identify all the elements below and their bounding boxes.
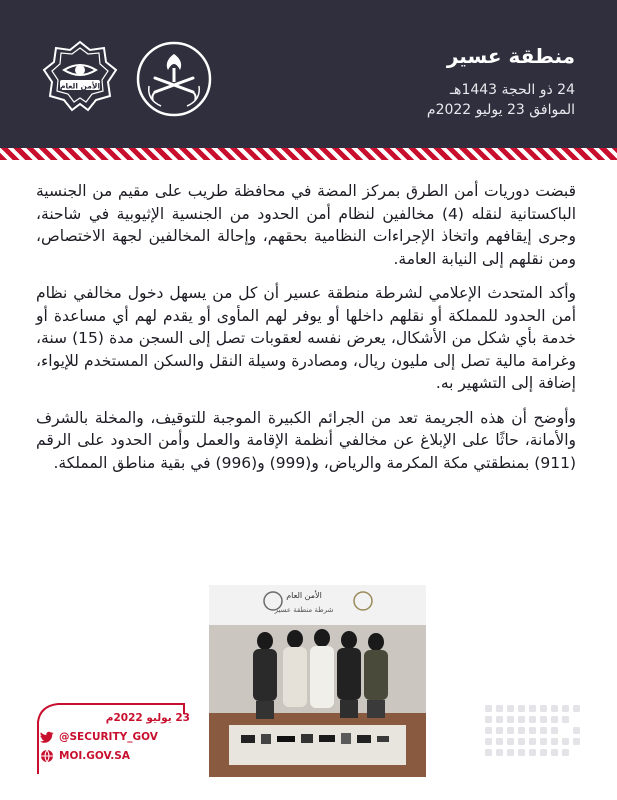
dot bbox=[485, 738, 492, 745]
dot bbox=[562, 738, 569, 745]
dot bbox=[507, 716, 514, 723]
dot bbox=[485, 727, 492, 734]
dot bbox=[507, 749, 514, 756]
paragraph-3: وأوضح أن هذه الجريمة تعد من الجرائم الكبيرة الموجبة للتوقيف، والمخلة بالشرف والأمانة، حاثًا على الإبلاغ عن مخالفي أنظمة الإقامة والعمل وأمن الحدود على الرقم (911) بمنطقتي مكة المكرمة والرياض، و(999) و(996) في بقية مناطق المملكة. bbox=[36, 408, 576, 472]
dot bbox=[562, 749, 569, 756]
header-text-block bbox=[427, 44, 575, 120]
dot bbox=[529, 716, 536, 723]
dot bbox=[496, 705, 503, 712]
suspects-photo bbox=[209, 585, 426, 777]
decorative-dots-pattern bbox=[485, 705, 585, 765]
public-security-logo bbox=[40, 38, 120, 114]
saudi-emblem-logo bbox=[135, 40, 213, 118]
dot bbox=[529, 749, 536, 756]
dot bbox=[540, 738, 547, 745]
dot bbox=[485, 716, 492, 723]
photo-banner-subtitle: شرطة منطقة عسير bbox=[274, 606, 334, 614]
dot bbox=[573, 738, 580, 745]
dot bbox=[562, 705, 569, 712]
dot bbox=[551, 738, 558, 745]
globe-icon bbox=[40, 749, 54, 763]
footer-contacts bbox=[40, 708, 190, 765]
header-stripe bbox=[0, 148, 617, 160]
footer-website-row[interactable] bbox=[40, 746, 190, 765]
dot bbox=[551, 749, 558, 756]
dot bbox=[540, 727, 547, 734]
footer-twitter-row[interactable] bbox=[40, 727, 190, 746]
dot bbox=[529, 727, 536, 734]
dot bbox=[496, 749, 503, 756]
dot bbox=[518, 727, 525, 734]
dot bbox=[540, 705, 547, 712]
dot bbox=[507, 705, 514, 712]
dot bbox=[529, 705, 536, 712]
dot bbox=[551, 716, 558, 723]
photo-banner-title: الأمن العام bbox=[286, 591, 322, 600]
dot bbox=[518, 716, 525, 723]
region-title: منطقة عسير bbox=[446, 44, 575, 68]
dot bbox=[496, 716, 503, 723]
dot bbox=[573, 705, 580, 712]
dot bbox=[573, 727, 580, 734]
dot bbox=[562, 716, 569, 723]
dot bbox=[529, 738, 536, 745]
paragraph-1: قبضت دوريات أمن الطرق بمركز المضة في محافظة طريب على مقيم من الجنسية الباكستانية لنقله (4) مخالفين لنظام أمن الحدود من الجنسية الإثيوبية في شاحنة، وجرى إيقافهم واتخاذ الإجراءات النظامية بحقهم، وإحالة المخالفين لجهة الاختصاص، ومن نقلهم إلى النيابة العامة. bbox=[36, 182, 577, 268]
twitter-handle[interactable]: @SECURITY_GOV bbox=[59, 730, 158, 743]
dot bbox=[496, 738, 503, 745]
news-body bbox=[36, 180, 576, 486]
dot bbox=[518, 738, 525, 745]
dot bbox=[507, 727, 514, 734]
logo-caption: الأمن العام bbox=[59, 81, 101, 91]
twitter-icon bbox=[40, 730, 54, 744]
gregorian-date: الموافق 23 يوليو 2022م bbox=[426, 102, 575, 118]
footer-date: 23 يوليو 2022م bbox=[105, 711, 190, 724]
dot bbox=[540, 749, 547, 756]
dot bbox=[485, 705, 492, 712]
dot bbox=[507, 738, 514, 745]
dot bbox=[551, 727, 558, 734]
dot bbox=[540, 716, 547, 723]
dot bbox=[518, 749, 525, 756]
dot bbox=[485, 749, 492, 756]
paragraph-2: وأكد المتحدث الإعلامي لشرطة منطقة عسير أن كل من يسهل دخول مخالفي نظام أمن الحدود للمملكة أو نقلهم داخلها أو يوفر لهم المأوى أو يقدم لهم أي مساعدة أو خدمة بأي شكل من الأشكال، يعرض نفسه لعقوبات تصل إلى السجن مدة (15) سنة، وغرامة مالية تصل إلى مليون ريال، ومصادرة وسيلة النقل والسكن المستخدم للإيواء، إضافة إلى التشهير به. bbox=[36, 284, 576, 392]
dot bbox=[551, 705, 558, 712]
website-url[interactable]: MOI.GOV.SA bbox=[59, 749, 130, 762]
dot bbox=[496, 727, 503, 734]
dot bbox=[518, 705, 525, 712]
hijri-date: 24 ذو الحجة 1443هـ bbox=[449, 82, 575, 98]
